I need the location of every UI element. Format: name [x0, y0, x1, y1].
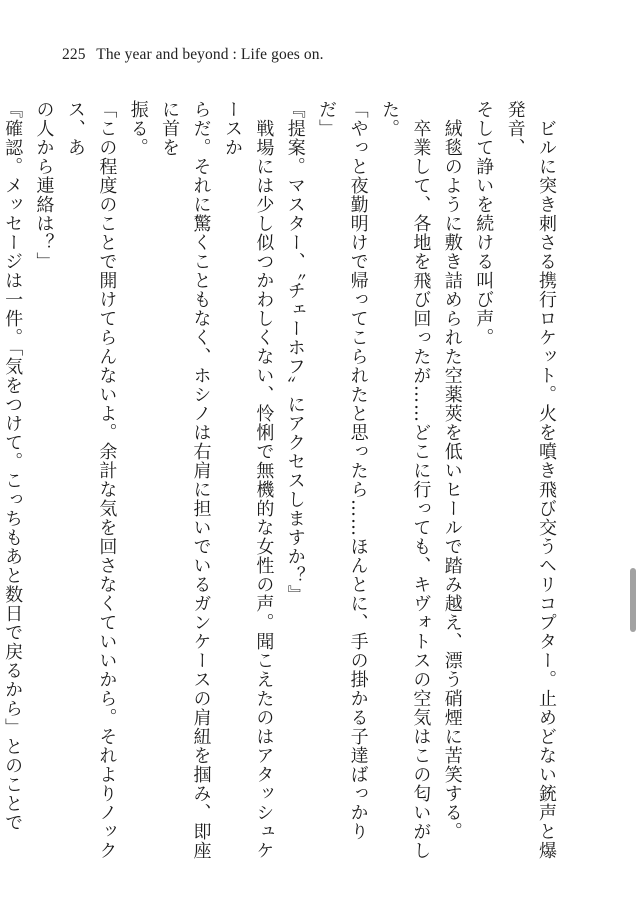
text-line: 戦場には少し似つかわしくない、怜悧で無機的な女性の声。聞こえたのはアタッシュケースか	[221, 100, 275, 860]
vertical-body-text	[2, 100, 562, 860]
text-line: 振る。	[127, 100, 149, 157]
text-line: そして諍いを続ける叫び声。	[473, 100, 495, 347]
text-line: 「やっと夜勤明けで帰ってこられたと思ったら……ほんとに、手の掛かる子達ばっかりだ」	[316, 100, 369, 841]
text-line: 『確認。メッセージは一件。「気をつけて。こっちもあと数日で戻るから」とのことで	[2, 100, 24, 832]
running-title: The year and beyond : Life goes on.	[96, 46, 324, 63]
text-line: 絨毯のように敷き詰められた空薬莢を低いヒールで踏み越え、漂う硝煙に苦笑する。	[441, 100, 463, 841]
text-line: らだ。それに驚くこともなく、ホシノは右肩に担いでいるガンケースの肩紐を掴み、即座に首を	[159, 100, 212, 860]
vertical-scrollbar[interactable]	[630, 568, 636, 632]
text-line: の人から連絡は？」	[33, 100, 55, 271]
text-line: 卒業して、各地を飛び回ったが……どこに行っても、キヴォトスの空気はこの匂いがした。	[378, 100, 432, 860]
page-number: 225	[62, 46, 86, 63]
page-header	[62, 46, 324, 64]
text-line: 『提案。マスター、〝チェーホフ〟にアクセスしますか？』	[284, 100, 306, 604]
text-line: ビルに突き刺さる携行ロケット。火を噴き飛び交うヘリコプター。止めどない銃声と爆発音、	[504, 100, 557, 860]
text-line: 「この程度のことで開けてらんないよ。余計な気を回さなくていいから。それよりノックス、あ	[64, 100, 118, 860]
